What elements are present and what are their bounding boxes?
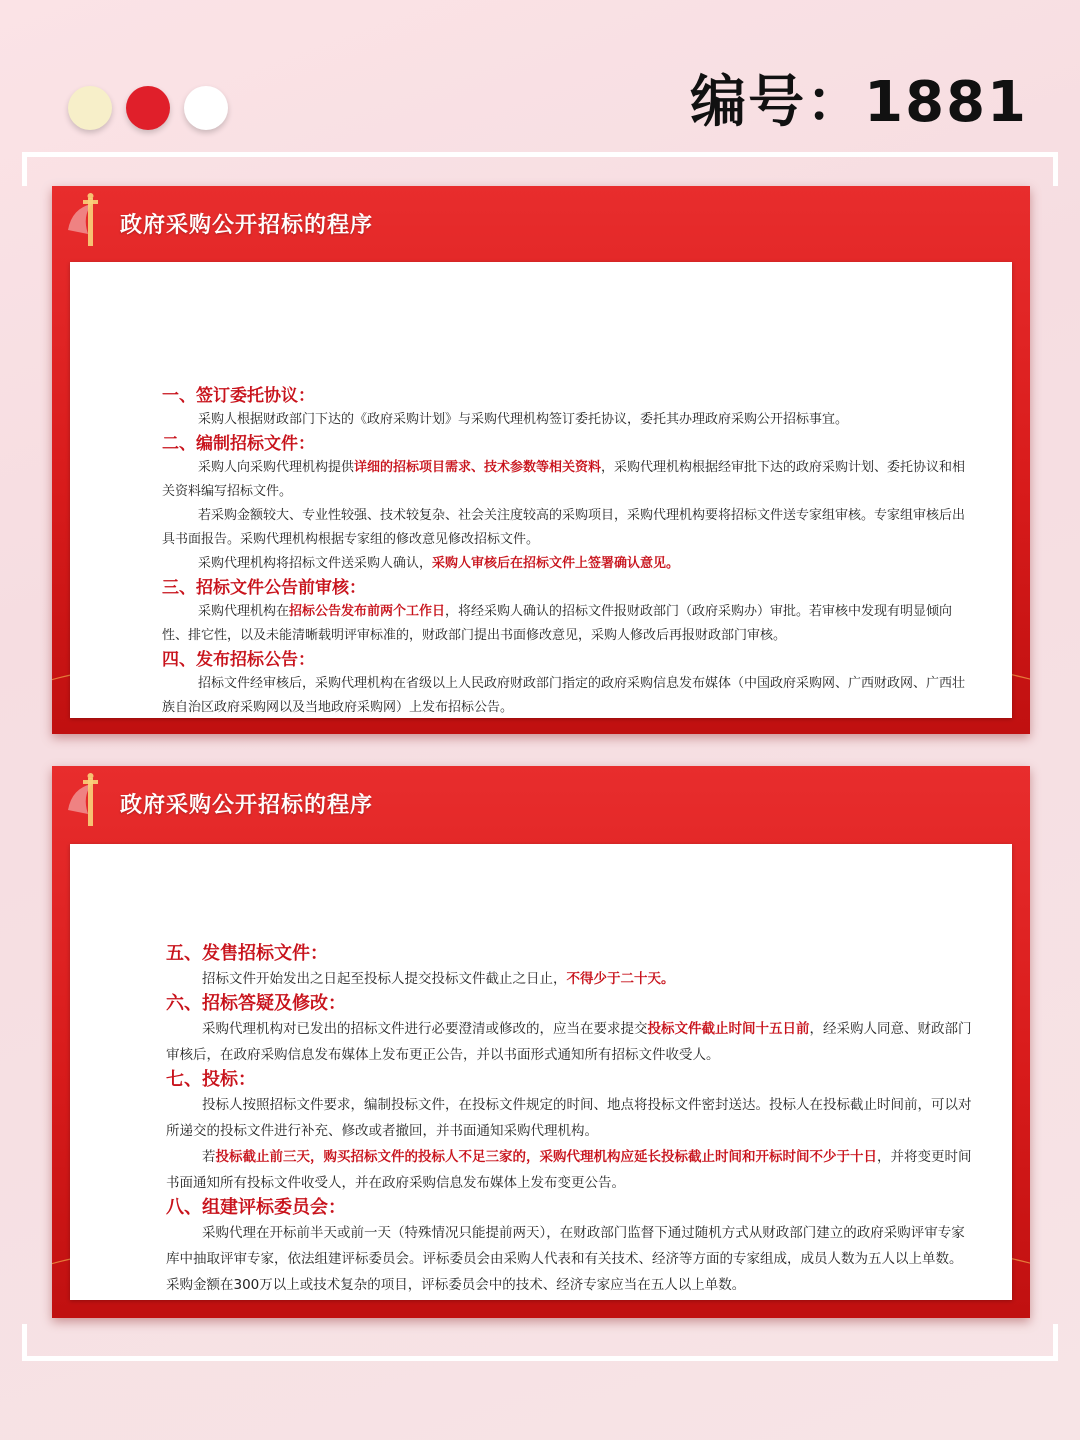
body-text: ，将经采购人确认的招标文件报财政部门（政府采购办）审批。若审核中发现有明显倾向性、排它性，以及未能清晰载明评审标准的，财政部门提出书面修改意见，采购人修改后再报财政部门审核。 [162,604,953,643]
content-panel [70,262,1012,718]
huabiao-emblem-icon [62,190,122,252]
body-text: 采购代理在开标前半天或前一天（特殊情况只能提前两天），在财政部门监督下通过随机方式从财政部门建立的政府采购评审专家库中抽取评审专家，依法组建评标委员会。评标委员会由采购人代表和有关技术、经济等方面的专家组成，成员人数为五人以上单数。采购金额在300万以上或技术复杂的项目，评标委员会中的技术、经济专家应当在五人以上单数。 [166,1225,965,1293]
section-heading: 二、编制招标文件： [162,434,315,454]
highlight-text: 投标截止前三天，购买招标文件的投标人不足三家的，采购代理机构应延长投标截止时间和开标时间不少于十日 [215,1149,877,1165]
section-paragraph [162,456,972,504]
body-text: 采购代理机构对已发出的招标文件进行必要澄清或修改的，应当在要求提交 [202,1021,648,1037]
dot-cream [68,86,112,130]
section-paragraph [166,966,972,992]
body-text: 招标文件经审核后，采购代理机构在省级以上人民政府财政部门指定的政府采购信息发布媒体（中国政府采购网、广西财政网、广西壮族自治区政府采购网以及当地政府采购网）上发布招标公告。 [162,676,966,715]
section-paragraph [166,1092,972,1144]
section-heading: 三、招标文件公告前审核： [162,578,366,598]
highlight-text: 招标公告发布前两个工作日 [289,604,446,619]
dot-red [126,86,170,130]
section-paragraph [166,1144,972,1196]
body-text: 采购代理机构将招标文件送采购人确认， [198,556,433,571]
section-heading: 五、发售招标文件： [166,943,328,964]
frame-top [22,152,1058,157]
serial-number: 编号：1881 [690,70,1028,135]
content-panel [70,844,1012,1300]
decorative-dots [68,86,228,130]
body-text: 若采购金额较大、专业性较强、技术较复杂、社会关注度较高的采购项目，采购代理机构要将招标文件送专家组审核。专家组审核后出具书面报告。采购代理机构根据专家组的修改意见修改招标文件。 [162,508,966,547]
frame-bottom [22,1356,1058,1361]
section-heading: 一、签订委托协议： [162,386,315,406]
body-text: 若 [202,1149,216,1165]
frame-corner [22,152,27,186]
body-text: ，经采购人同意、财政部门审核后，在政府采购信息发布媒体上发布更正公告，并以书面形式通知所有招标文件收受人。 [166,1021,972,1063]
body-text: 招标文件开始发出之日起至投标人提交投标文件截止之日止， [202,971,567,987]
body-text: ，采购代理机构根据经审批下达的政府采购计划、委托协议和相关资料编写招标文件。 [162,460,966,499]
frame-corner [22,1324,27,1361]
section-paragraph [162,672,972,720]
section-heading: 七、投标： [166,1069,256,1090]
frame-corner [1053,1324,1058,1361]
frame-corner [1053,152,1058,186]
section-heading: 四、发布招标公告： [162,650,315,670]
section-paragraph [162,408,972,432]
section-paragraph [162,600,972,648]
body-text: 采购代理机构在 [198,604,290,619]
body-text: ，并将变更时间书面通知所有投标文件收受人，并在政府采购信息发布媒体上发布变更公告。 [166,1149,972,1191]
slide-1 [52,186,1030,734]
body-text: 投标人按照招标文件要求，编制投标文件，在投标文件规定的时间、地点将投标文件密封送达。投标人在投标截止时间前，可以对所递交的投标文件进行补充、修改或者撤回，并书面通知采购代理机构。 [166,1097,972,1139]
section-heading: 八、组建评标委员会： [166,1197,346,1218]
slide-title: 政府采购公开招标的程序 [120,793,374,818]
section-heading: 六、招标答疑及修改： [166,993,346,1014]
section-paragraph [162,504,972,552]
slide-title: 政府采购公开招标的程序 [120,213,374,238]
dot-white [184,86,228,130]
slide-2 [52,766,1030,1318]
section-paragraph [166,1220,972,1298]
highlight-text: 详细的招标项目需求、技术参数等相关资料 [354,460,602,475]
body-text: 采购人根据财政部门下达的《政府采购计划》与采购代理机构签订委托协议，委托其办理政府采购公开招标事宜。 [198,412,849,427]
section-paragraph [162,552,972,576]
highlight-text: 采购人审核后在招标文件上签署确认意见。 [432,556,680,571]
body-text: 采购人向采购代理机构提供 [198,460,355,475]
highlight-text: 投标文件截止时间十五日前 [647,1021,810,1037]
huabiao-emblem-icon [62,770,122,832]
highlight-text: 不得少于二十天。 [566,971,675,987]
section-paragraph [166,1016,972,1068]
